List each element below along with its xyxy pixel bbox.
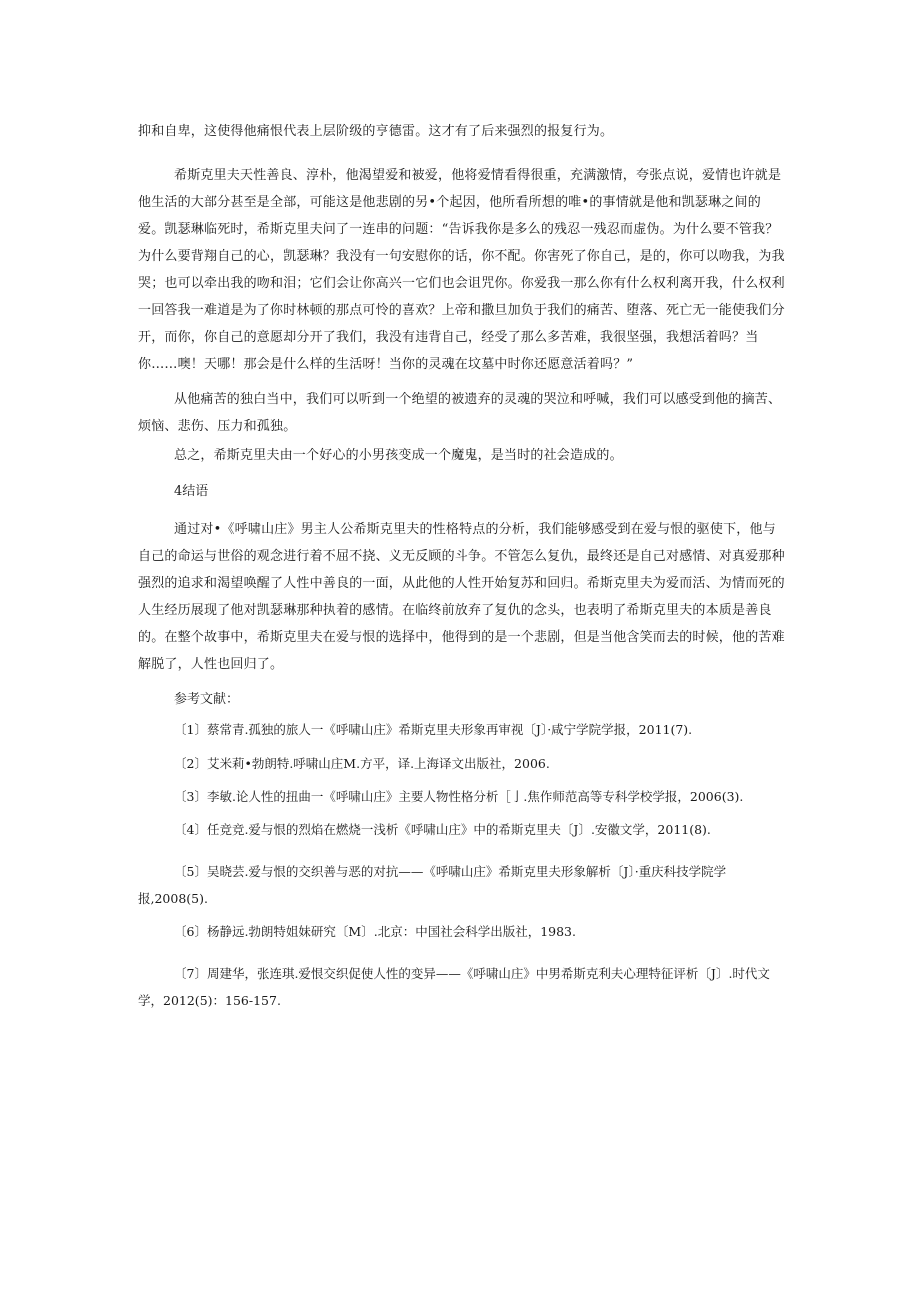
section-heading-conclusion: 4结语 <box>174 484 209 499</box>
paragraph-conclusion: 通过对•《呼啸山庄》男主人公希斯克里夫的性格特点的分析，我们能够感受到在爱与恨的驱使下，他与自己的命运与世俗的观念进行着不屈不挠、义无反顾的斗争。不管怎么复仇，最终还是自己对感情、对真爱那种强烈的追求和渴望唤醒了人性中善良的一面，从此他的人性开始复苏和回归。希斯克里夫为爱而活、为情而死的人生经历展现了他对凯瑟琳那种执着的感情。在临终前放弃了复仇的念头，也表明了希斯克里夫的本质是善良的。在整个故事中，希斯克里夫在爱与恨的选择中，他得到的是一个悲剧，但是当他含笑而去的时候，他的苦难解脱了，人性也回归了。 <box>138 522 785 672</box>
references-label: 参考文献： <box>174 692 240 707</box>
reference-item: 〔1〕蔡常青.孤独的旅人一《呼啸山庄》希斯克里夫形象再审视〔J〕·咸宁学院学报，2011(7). <box>174 722 693 737</box>
reference-item: 〔5〕吴晓芸.爱与恨的交织善与恶的对抗——《呼啸山庄》希斯克里夫形象解析〔J〕·重庆科技学院学报,2008(5). <box>138 864 727 906</box>
reference-item: 〔2〕艾米莉•勃朗特.呼啸山庄M.方平，译.上海译文出版社，2006. <box>174 756 550 771</box>
paragraph-monologue: 希斯克里夫天性善良、淳朴，他渴望爱和被爱，他将爱情看得很重，充满激情，夸张点说，爱情也许就是他生活的大部分甚至是全部，可能这是他悲剧的另•个起因，他所看所想的唯•的事情就是他和凯瑟琳之间的爱。凯瑟琳临死时，希斯克里夫问了一连串的问题：“告诉我你是多么的残忍一残忍而虚伪。为什么要不管我？为什么要背翔自己的心，凯瑟琳？我没有一句安慰你的话，你不配。你害死了你自己，是的，你可以吻我，为我哭；也可以牵出我的吻和泪；它们会让你高兴一它们也会诅咒你。你爱我一那么你有什么权利离开我，什么权利一回答我一难道是为了你时林顿的那点可怜的喜欢？上帝和撒旦加负于我们的痛苦、堕落、死亡无一能使我们分开，而你，你自己的意愿却分开了我们，我没有违背自己，经受了那么多苦难，我很坚强，我想活着吗？当你……噢！天哪！那会是什么样的生活呀！当你的灵魂在坟墓中时你还愿意活着吗？” <box>138 168 785 372</box>
paragraph-continuation: 抑和自卑，这使得他痛恨代表上层阶级的亨德雷。这才有了后来强烈的报复行为。 <box>138 124 614 139</box>
paragraph-analysis: 从他痛苦的独白当中，我们可以听到一个绝望的被遗弃的灵魂的哭泣和呼喊，我们可以感受到他的摘苦、烦恼、悲伤、压力和孤独。 <box>138 392 782 434</box>
reference-item: 〔3〕李敏.论人性的扭曲一《呼啸山庄》主要人物性格分析［亅.焦作师范高等专科学校学报，2006(3). <box>174 789 744 804</box>
paragraph-summary: 总之，希斯克里夫由一个好心的小男孩变成一个魔鬼，是当时的社会造成的。 <box>174 448 623 463</box>
reference-item: 〔7〕周建华，张连琪.爱恨交织促使人性的变异——《呼啸山庄》中男希斯克利夫心理特征评析〔J〕.时代文学，2012(5)：156-157. <box>138 966 770 1008</box>
reference-item: 〔6〕杨静远.勃朗特姐妹研究〔M〕.北京：中国社会科学出版社，1983. <box>174 924 576 939</box>
reference-item: 〔4〕任竞竞.爱与恨的烈焰在燃烧一浅析《呼啸山庄》中的希斯克里夫〔J〕.安徽文学，2011(8). <box>174 822 711 837</box>
